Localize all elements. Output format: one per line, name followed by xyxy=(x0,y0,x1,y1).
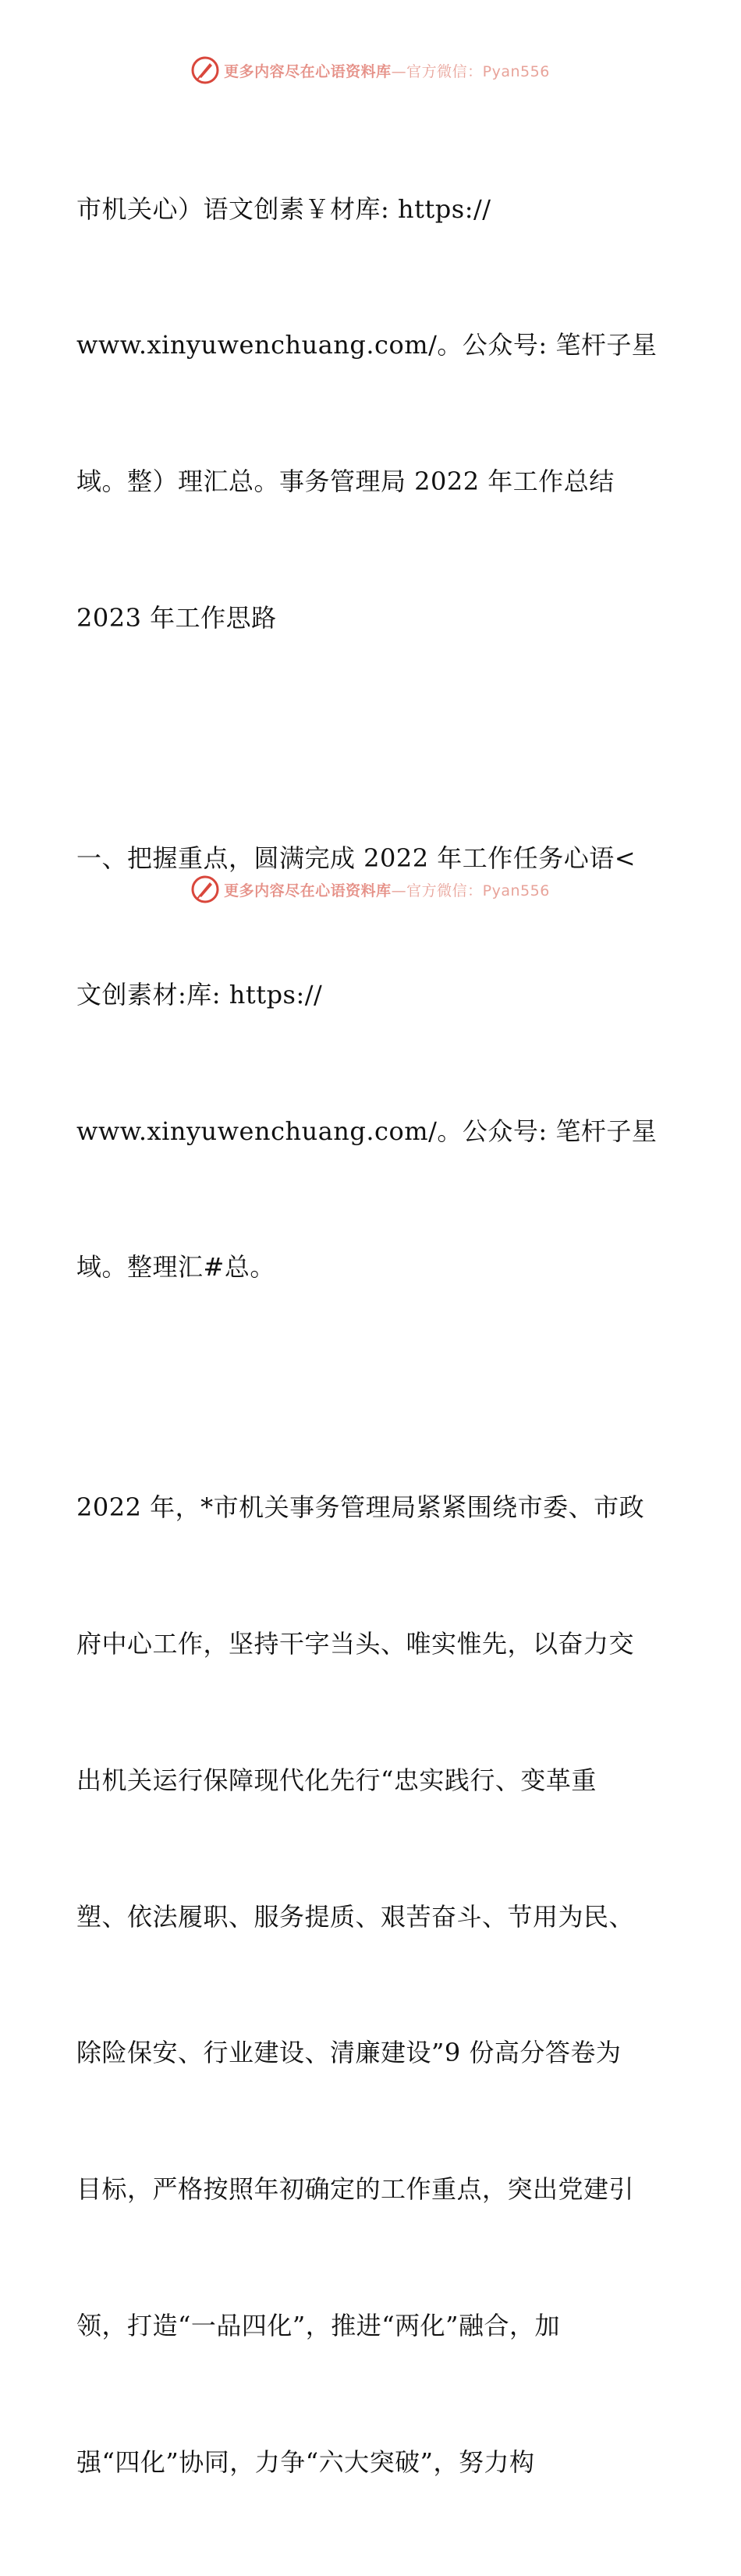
text-line: www.xinyuwenchuang.com/。公众号: 笔杆子星 xyxy=(76,330,658,360)
watermark-text: 更多内容尽在心语资料库—官方微信：Pyan556 xyxy=(224,882,550,899)
text-line: 目标，严格按照年初确定的工作重点，突出党建引 xyxy=(76,2174,635,2205)
watermark-text: 更多内容尽在心语资料库—官方微信：Pyan556 xyxy=(224,62,550,80)
quill-logo-icon xyxy=(191,875,219,903)
document-body xyxy=(76,95,669,2576)
paragraph-title xyxy=(76,95,669,732)
text-line: www.xinyuwenchuang.com/。公众号: 笔杆子星 xyxy=(76,1116,658,1146)
text-line: 塑、依法履职、服务提质、艰苦奋斗、节用为民、 xyxy=(76,1901,635,1932)
text-line: 文创素材:库: https:// xyxy=(76,979,323,1009)
text-line: 2023 年工作思路 xyxy=(76,603,277,633)
quill-logo-icon xyxy=(191,56,219,84)
paragraph-body xyxy=(76,1393,669,2576)
text-line: 强“四化”协同，力争“六大突破”，努力构 xyxy=(76,2447,535,2478)
text-line: 领，打造“一品四化”，推进“两化”融合，加 xyxy=(76,2311,560,2341)
text-line: 2022 年，*市机关事务管理局紧紧围绕市委、市政 xyxy=(76,1492,645,1522)
text-line: 府中心工作，坚持干字当头、唯实惟先，以奋力交 xyxy=(76,1628,635,1659)
text-line: 市机关心）语文创素￥材库: https:// xyxy=(76,193,491,224)
text-line: 域。整理汇#总。 xyxy=(76,1252,275,1283)
paragraph-section-heading xyxy=(76,744,669,1381)
text-line: 除险保安、行业建设、清廉建设”9 份高分答卷为 xyxy=(76,2038,622,2068)
text-line: 域。整）理汇总。事务管理局 2022 年工作总结 xyxy=(76,467,615,497)
header-watermark xyxy=(0,55,741,86)
text-line: 出机关运行保障现代化先行“忠实践行、变革重 xyxy=(76,1765,597,1795)
footer-watermark xyxy=(0,874,741,905)
text-line: 一、把握重点，圆满完成 2022 年工作任务心语< xyxy=(76,843,636,873)
